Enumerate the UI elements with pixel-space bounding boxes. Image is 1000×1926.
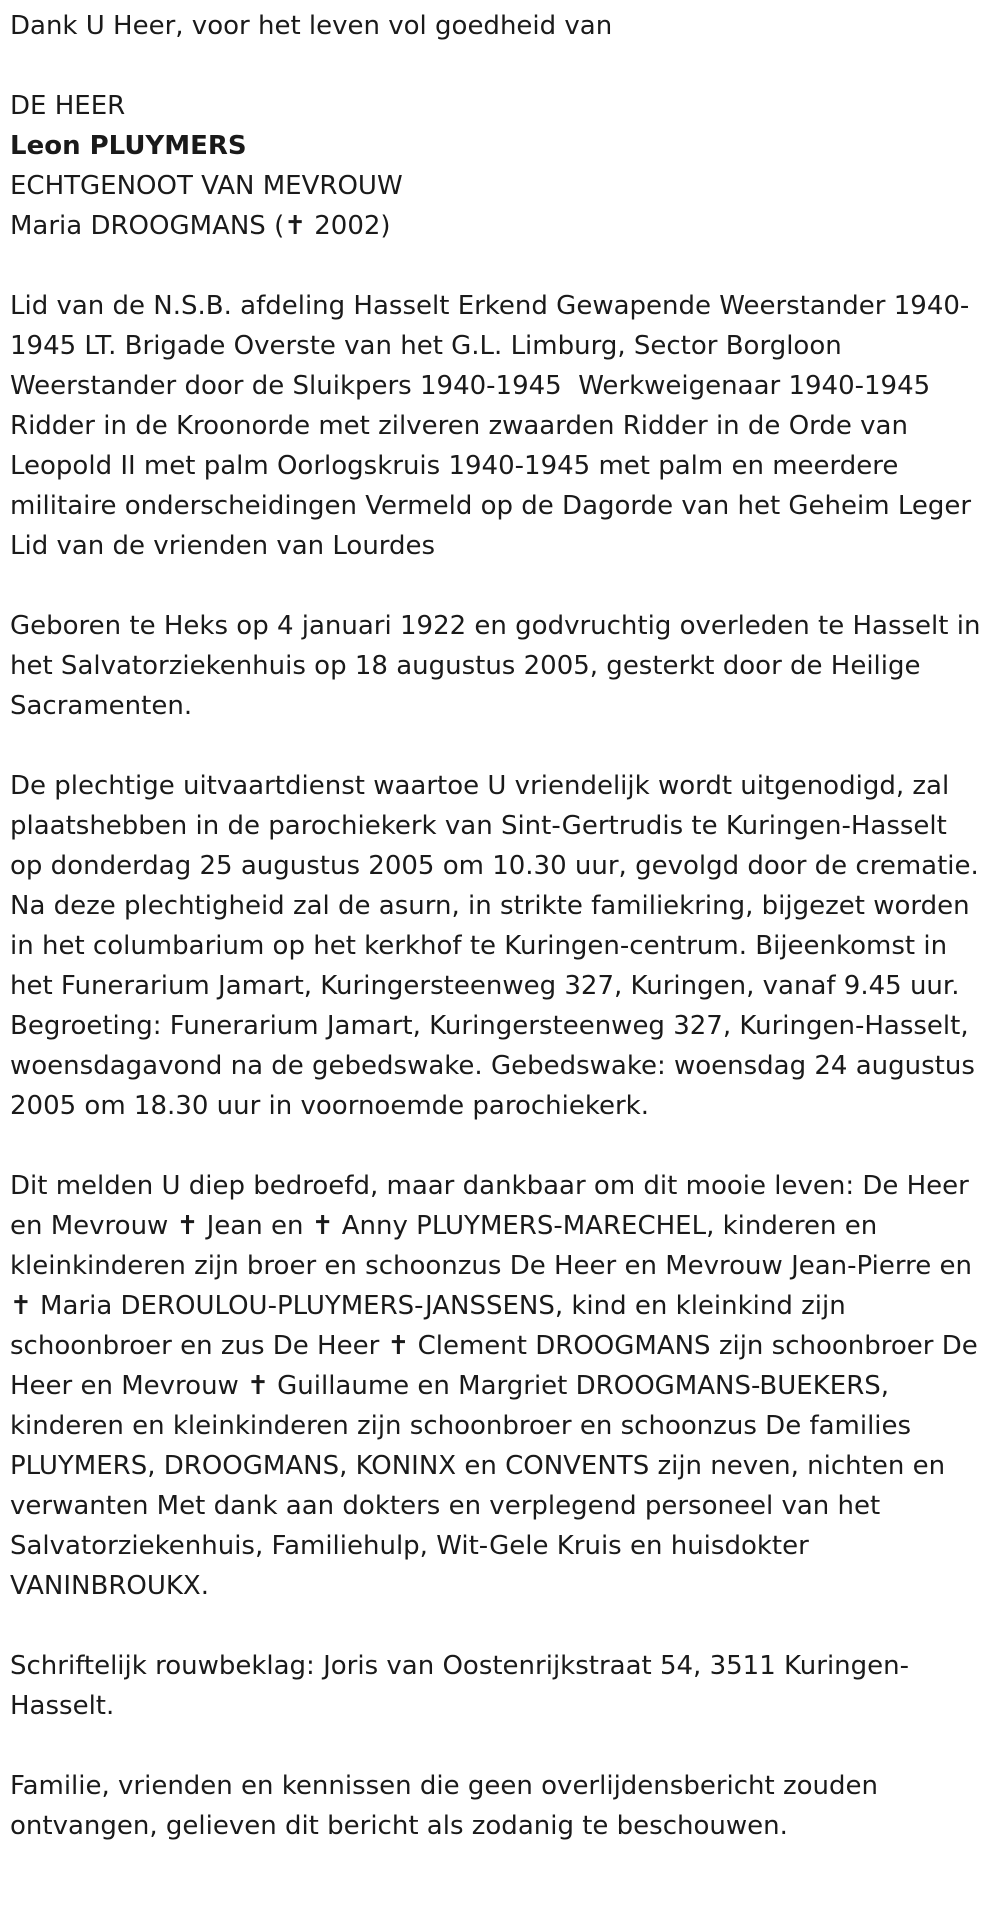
spouse-line: ECHTGENOOT VAN MEVROUW (10, 171, 403, 201)
honors-paragraph: Lid van de N.S.B. afdeling Hasselt Erkend Gewapende Weerstander 1940-1945 LT. Brigade Overste van het G.L. Limburg, Sector Borgloon Weerstander door de Sluikpers 1940-1945 Werkweigenaar 1940-1945 Ridder in de Kroonorde met zilveren zwaarden Ridder in de Orde van Leopold II met palm Oorlogskruis 1940-1945 met palm en meerdere militaire onderscheidingen Vermeld op de Dagorde van het Geheim Leger Lid van de vrienden van Lourdes (10, 291, 980, 561)
family-paragraph: Dit melden U diep bedroefd, maar dankbaar om dit mooie leven: De Heer en Mevrouw ✝ Jean en ✝ Anny PLUYMERS-MARECHEL, kinderen en kleinkinderen zijn broer en schoonzus De Heer en Mevrouw Jean-Pierre en ✝ Maria DEROULOU-PLUYMERS-JANSSENS, kind en kleinkind zijn schoonbroer en zus De Heer ✝ Clement DROOGMANS zijn schoonbroer De Heer en Mevrouw ✝ Guillaume en Margriet DROOGMANS-BUEKERS, kinderen en kleinkinderen zijn schoonbroer en schoonzus De families PLUYMERS, DROOGMANS, KONINX en CONVENTS zijn neven, nichten en verwanten Met dank aan dokters en verplegend personeel van het Salvatorziekenhuis, Familiehulp, Wit-Gele Kruis en huisdokter VANINBROUKX. (10, 1171, 987, 1601)
spacer (10, 1126, 990, 1166)
spouse-name: Maria DROOGMANS (✝ 2002) (10, 211, 391, 241)
spacer (10, 46, 990, 86)
birth-death-paragraph: Geboren te Heks op 4 januari 1922 en godvruchtig overleden te Hasselt in het Salvatorziekenhuis op 18 augustus 2005, gesterkt door de Heilige Sacramenten. (10, 611, 989, 721)
spacer (10, 726, 990, 766)
condolence-address: Schriftelijk rouwbeklag: Joris van Oostenrijkstraat 54, 3511 Kuringen-Hasselt. (10, 1651, 910, 1721)
spacer (10, 1606, 990, 1646)
closing-paragraph: Familie, vrienden en kennissen die geen overlijdensbericht zouden ontvangen, gelieven dit bericht als zodanig te beschouwen. (10, 1771, 887, 1841)
title-prefix: DE HEER (10, 91, 126, 121)
funeral-paragraph: De plechtige uitvaartdienst waartoe U vriendelijk wordt uitgenodigd, zal plaatshebben in de parochiekerk van Sint-Gertrudis te Kuringen-Hasselt op donderdag 25 augustus 2005 om 10.30 uur, gevolgd door de crematie. Na deze plechtigheid zal de asurn, in strikte familiekring, bijgezet worden in het columbarium op het kerkhof te Kuringen-centrum. Bijeenkomst in het Funerarium Jamart, Kuringersteenweg 327, Kuringen, vanaf 9.45 uur. Begroeting: Funerarium Jamart, Kuringersteenweg 327, Kuringen-Hasselt, woensdagavond na de gebedswake. Gebedswake: woensdag 24 augustus 2005 om 18.30 uur in voornoemde parochiekerk. (10, 771, 988, 1121)
spacer (10, 1726, 990, 1766)
intro-line: Dank U Heer, voor het leven vol goedheid van (10, 11, 613, 41)
deceased-name: Leon PLUYMERS (10, 131, 247, 161)
spacer (10, 566, 990, 606)
spacer (10, 246, 990, 286)
